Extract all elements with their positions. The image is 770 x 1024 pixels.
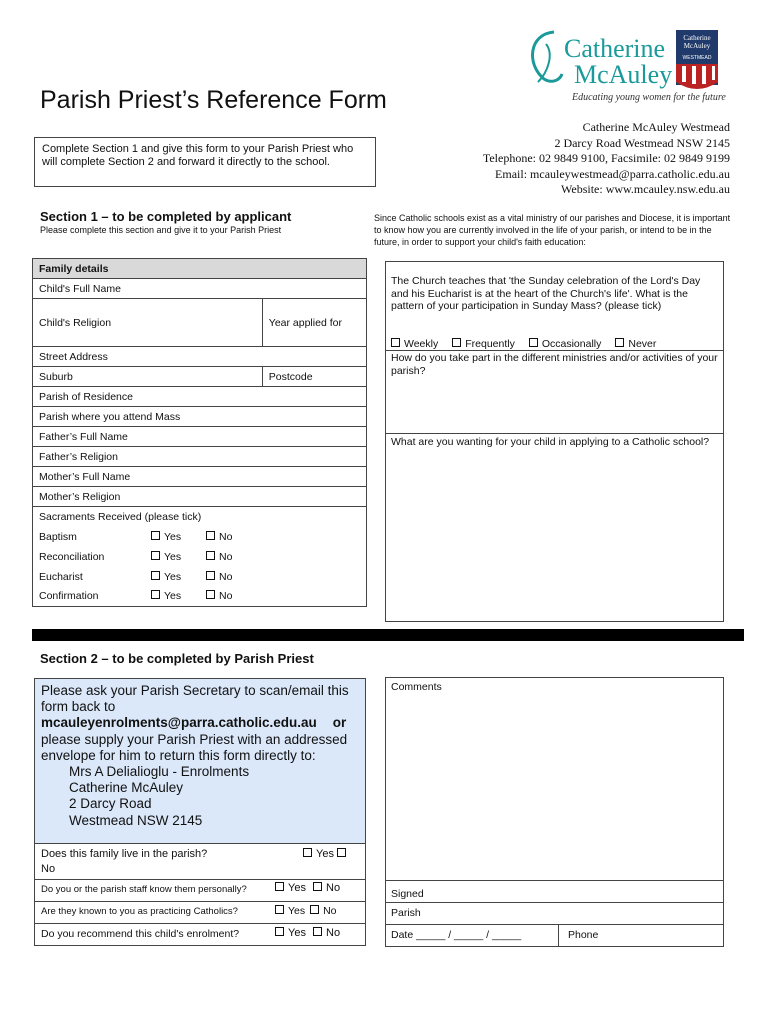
- logo-line2: McAuley: [574, 60, 673, 89]
- divider: [558, 924, 559, 947]
- divider: [386, 924, 723, 925]
- sacrament-yes[interactable]: Yes: [151, 571, 206, 583]
- checkbox-icon[interactable]: [151, 551, 160, 560]
- sacrament-row: [33, 567, 367, 587]
- school-contact: [483, 120, 730, 198]
- checkbox-icon[interactable]: [275, 882, 284, 891]
- intro-box: Complete Section 1 and give this form to your Parish Priest who will complete Section 2 and forward it directly to the school.: [34, 137, 376, 187]
- divider: [386, 902, 723, 903]
- sacrament-no[interactable]: No: [206, 531, 232, 543]
- family-details-table: [32, 258, 367, 607]
- freq-never[interactable]: Never: [615, 338, 656, 350]
- return-instructions: [34, 678, 366, 844]
- father-religion-field[interactable]: Father’s Religion: [33, 447, 367, 467]
- mother-name-field[interactable]: Mother’s Full Name: [33, 467, 367, 487]
- logo-line1: Catherine: [564, 34, 666, 63]
- freq-frequently[interactable]: Frequently: [452, 338, 515, 350]
- contact-line: Catherine McAuley Westmead: [582, 120, 730, 134]
- sacrament-label: Eucharist: [39, 570, 83, 583]
- parish-involvement-box: [385, 261, 724, 622]
- checkbox-icon[interactable]: [206, 590, 215, 599]
- childs-religion-field[interactable]: Child's Religion: [33, 299, 263, 347]
- sacrament-yes[interactable]: Yes: [151, 551, 206, 563]
- q4-yes-no[interactable]: Yes No: [275, 927, 340, 939]
- mass-frequency-options: [391, 338, 721, 351]
- logo-tagline: Educating young women for the future: [572, 92, 726, 103]
- street-address-field[interactable]: Street Address: [33, 347, 367, 367]
- family-details-header: Family details: [33, 259, 367, 279]
- checkbox-icon[interactable]: [337, 848, 346, 857]
- catholic-intro: Since Catholic schools exist as a vital ministry of our parishes and Diocese, it is important to know how you are currently involved in the life of your parish, or intend to be in the future, in order to support your child's faith education:: [374, 213, 731, 248]
- sunday-mass-question: The Church teaches that 'the Sunday celebration of the Lord's Day and his Eucharist is at the heart of the Church's life'. What is the pattern of your participation in Sunday Mass? (please tick): [391, 275, 701, 312]
- checkbox-icon[interactable]: [275, 905, 284, 914]
- mother-religion-field[interactable]: Mother’s Religion: [33, 487, 367, 507]
- wanting-question[interactable]: What are you wanting for your child in applying to a Catholic school?: [391, 436, 710, 448]
- section2-heading: Section 2 – to be completed by Parish Priest: [40, 651, 314, 666]
- q1-yes[interactable]: Yes: [303, 847, 350, 862]
- parish-residence-field[interactable]: Parish of Residence: [33, 387, 367, 407]
- checkbox-icon[interactable]: [310, 905, 319, 914]
- contact-line: Email: mcauleywestmead@parra.catholic.edu.au: [495, 166, 730, 181]
- checkbox-icon[interactable]: [151, 531, 160, 540]
- checkbox-icon[interactable]: [206, 571, 215, 580]
- sacrament-no[interactable]: No: [206, 551, 232, 563]
- suburb-field[interactable]: Suburb: [33, 367, 263, 387]
- checkbox-icon[interactable]: [303, 848, 312, 857]
- sacrament-row: [33, 587, 367, 607]
- phone-field[interactable]: Phone: [568, 929, 599, 941]
- sacrament-label: Baptism: [39, 530, 77, 543]
- comments-label[interactable]: Comments: [391, 681, 442, 693]
- sacraments-label: Sacraments Received (please tick): [33, 507, 367, 527]
- checkbox-icon[interactable]: [206, 531, 215, 540]
- crest-text: Catherine McAuley: [683, 34, 711, 50]
- ministries-question[interactable]: How do you take part in the different ministries and/or activities of your parish?: [391, 352, 718, 377]
- crest-banner: WESTMEAD: [682, 55, 712, 61]
- address-line: Westmead NSW 2145: [69, 812, 203, 828]
- question-practicing: Are they known to you as practicing Catholics? Yes No: [34, 902, 366, 924]
- freq-occasionally[interactable]: Occasionally: [529, 338, 602, 350]
- checkbox-icon[interactable]: [452, 338, 461, 347]
- question-lives-in-parish: Does this family live in the parish? Yes No: [34, 844, 366, 880]
- checkbox-icon[interactable]: [206, 551, 215, 560]
- parish-field[interactable]: Parish: [391, 907, 421, 919]
- sacrament-row: [33, 547, 367, 567]
- contact-line: 2 Darcy Road Westmead NSW 2145: [554, 135, 730, 150]
- address-line: Mrs A Delialioglu - Enrolments: [69, 764, 250, 780]
- year-applied-field[interactable]: Year applied for: [262, 299, 366, 347]
- sacrament-label: Confirmation: [39, 590, 99, 603]
- contact-line: Website: www.mcauley.nsw.edu.au: [561, 182, 730, 196]
- divider: [386, 433, 723, 434]
- address-line: 2 Darcy Road: [69, 796, 152, 812]
- instruction-line: Please ask your Parish Secretary to scan/email this form back to: [41, 683, 349, 715]
- sacrament-yes[interactable]: Yes: [151, 590, 206, 602]
- page-title: Parish Priest’s Reference Form: [40, 86, 387, 114]
- checkbox-icon[interactable]: [313, 927, 322, 936]
- school-logo: [524, 24, 724, 112]
- q3-yes-no[interactable]: Yes No: [275, 905, 337, 917]
- date-field[interactable]: Date _____ / _____ / _____: [391, 929, 522, 941]
- section-divider-bar: [32, 629, 744, 641]
- checkbox-icon[interactable]: [615, 338, 624, 347]
- sacrament-no[interactable]: No: [206, 590, 232, 602]
- sacrament-yes[interactable]: Yes: [151, 531, 206, 543]
- or-text: or: [332, 715, 347, 731]
- sacrament-no[interactable]: No: [206, 571, 232, 583]
- checkbox-icon[interactable]: [391, 338, 400, 347]
- father-name-field[interactable]: Father’s Full Name: [33, 427, 367, 447]
- divider: [386, 350, 723, 351]
- instruction-line: please supply your Parish Priest with an addressed envelope for him to return this form directly to:: [41, 731, 348, 763]
- postcode-field[interactable]: Postcode: [262, 367, 366, 387]
- freq-weekly[interactable]: Weekly: [391, 338, 438, 350]
- contact-line: Telephone: 02 9849 9100, Facsimile: 02 9849 9199: [482, 151, 730, 165]
- checkbox-icon[interactable]: [529, 338, 538, 347]
- section1-sub: Please complete this section and give it to your Parish Priest: [40, 225, 282, 235]
- parish-mass-field[interactable]: Parish where you attend Mass: [33, 407, 367, 427]
- comments-box: [385, 677, 724, 947]
- divider: [386, 880, 723, 881]
- sacrament-label: Reconciliation: [39, 550, 105, 563]
- return-email[interactable]: mcauleyenrolments@parra.catholic.edu.au: [41, 715, 317, 731]
- address-line: Catherine McAuley: [69, 780, 184, 796]
- checkbox-icon[interactable]: [151, 590, 160, 599]
- section1-heading: Section 1 – to be completed by applicant: [40, 209, 292, 224]
- question-recommend: Do you recommend this child's enrolment? Yes No: [34, 924, 366, 946]
- q1-no[interactable]: No: [41, 863, 56, 875]
- childs-name-field[interactable]: Child's Full Name: [33, 279, 367, 299]
- checkbox-icon[interactable]: [313, 882, 322, 891]
- checkbox-icon[interactable]: [275, 927, 284, 936]
- q2-yes-no[interactable]: Yes No: [275, 882, 340, 894]
- sacrament-row: [33, 527, 367, 547]
- signed-field[interactable]: Signed: [391, 888, 424, 900]
- question-know-personally: Do you or the parish staff know them personally? Yes No: [34, 880, 366, 902]
- checkbox-icon[interactable]: [151, 571, 160, 580]
